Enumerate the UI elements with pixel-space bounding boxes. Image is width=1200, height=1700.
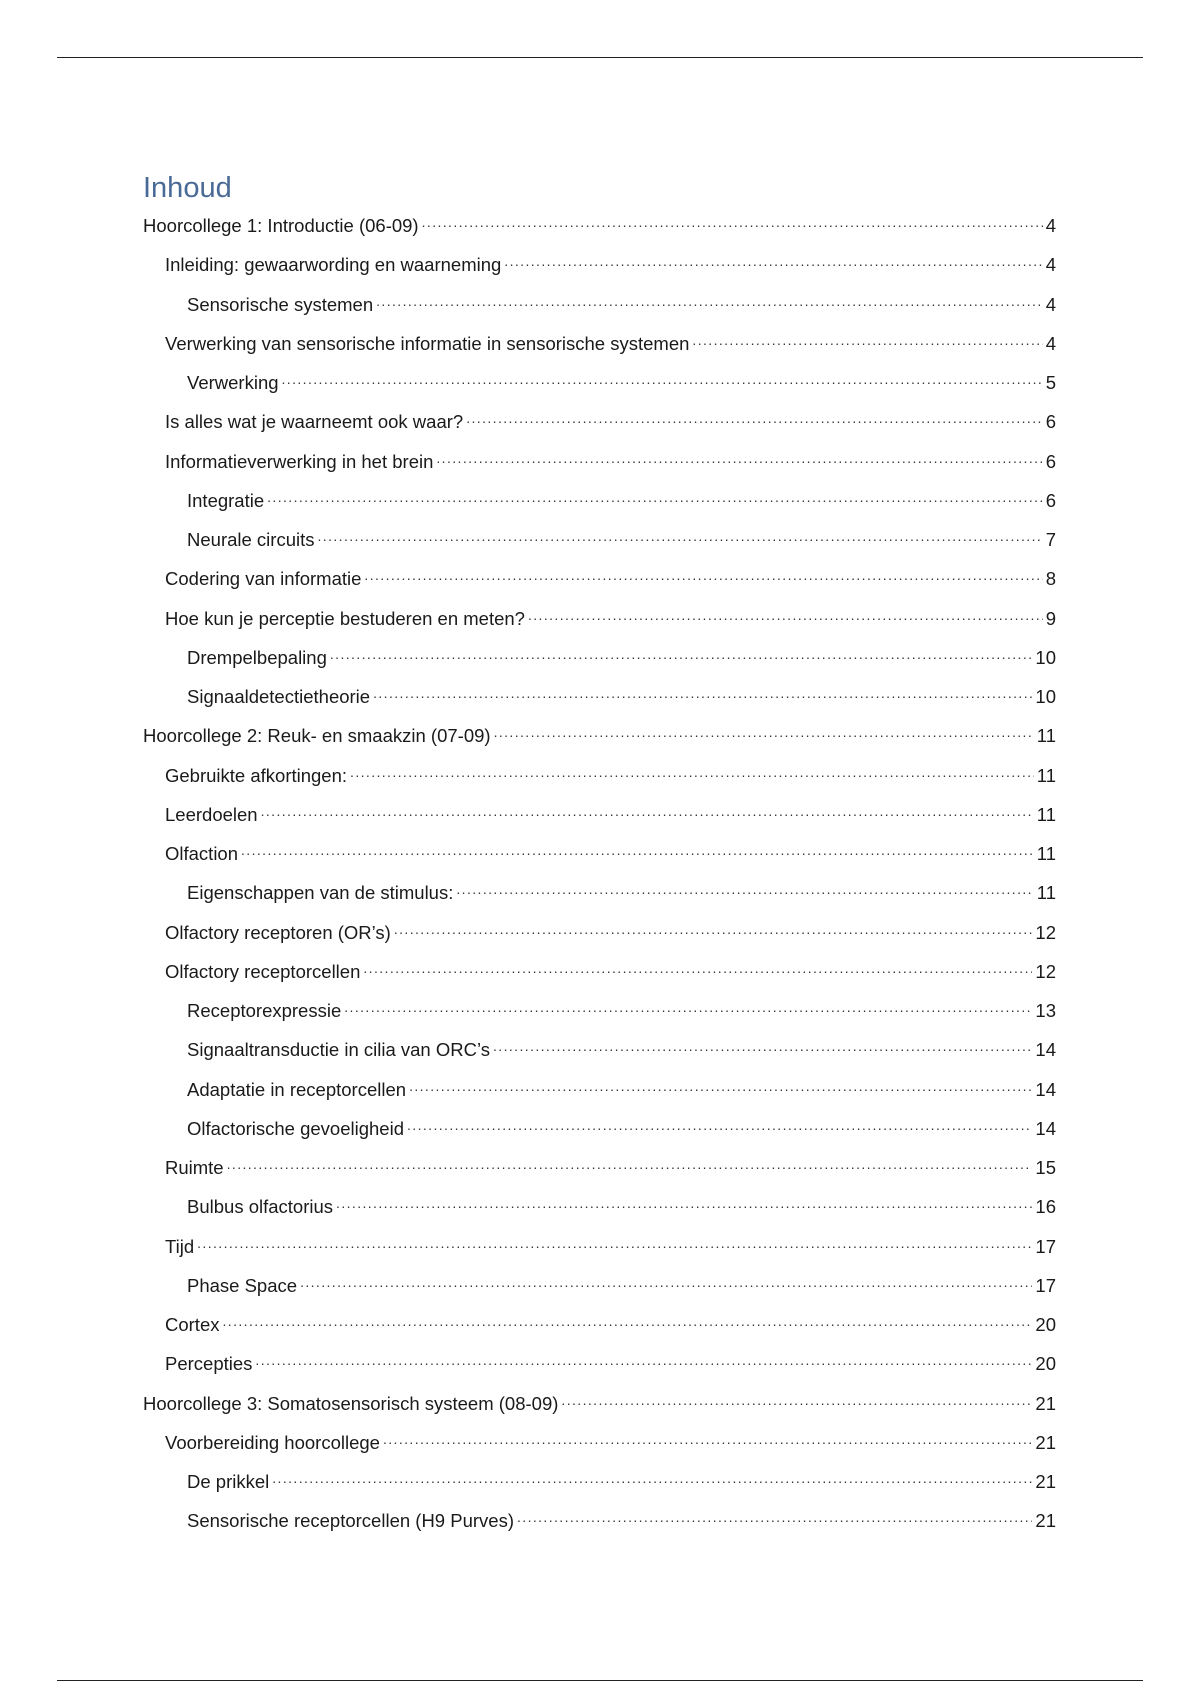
toc-entry[interactable] [187, 1028, 1056, 1067]
toc-dot-leader [255, 1348, 1032, 1370]
toc-entry-page-number: 4 [1045, 254, 1056, 276]
toc-entry-title: Adaptatie in receptorcellen [187, 1078, 407, 1100]
footer-rule [57, 1680, 1143, 1681]
toc-entry[interactable] [165, 911, 1056, 950]
toc-dot-leader [364, 563, 1042, 585]
toc-entry-page-number: 14 [1035, 1078, 1056, 1100]
toc-entry-title: Hoe kun je perceptie bestuderen en meten? [165, 607, 525, 629]
toc-dot-leader [376, 289, 1043, 311]
toc-dot-leader [197, 1231, 1032, 1253]
toc-entry-title: Olfactorische gevoeligheid [187, 1117, 404, 1139]
toc-dot-leader [272, 1466, 1032, 1488]
toc-entry-page-number: 17 [1035, 1235, 1056, 1257]
toc-entry-page-number: 21 [1035, 1471, 1056, 1492]
toc-entry[interactable] [187, 479, 1056, 518]
toc-entry[interactable] [165, 243, 1056, 282]
toc-entry-page-number: 4 [1045, 332, 1056, 354]
table-of-contents [0, 204, 1200, 1539]
toc-dot-leader [407, 1113, 1032, 1135]
toc-entry-page-number: 10 [1035, 646, 1056, 668]
toc-entry-page-number: 6 [1045, 489, 1056, 511]
toc-entry[interactable] [165, 440, 1056, 479]
toc-entry-page-number: 8 [1045, 568, 1056, 590]
toc-entry-page-number: 11 [1036, 725, 1056, 747]
toc-entry-page-number: 12 [1035, 921, 1056, 943]
toc-entry[interactable] [187, 1460, 1056, 1499]
toc-dot-leader [330, 642, 1033, 664]
toc-entry[interactable] [165, 1146, 1056, 1185]
toc-entry-title: Ruimte [165, 1157, 224, 1178]
toc-entry-title: Hoorcollege 2: Reuk- en smaakzin (07-09) [143, 725, 491, 747]
header-rule [57, 57, 1143, 58]
toc-entry-page-number: 15 [1035, 1157, 1056, 1178]
toc-entry[interactable] [165, 1303, 1056, 1342]
toc-dot-leader [300, 1270, 1032, 1292]
toc-dot-leader [528, 603, 1043, 625]
toc-entry[interactable] [165, 597, 1056, 636]
toc-entry[interactable] [165, 1342, 1056, 1381]
toc-entry-title: Is alles wat je waarneemt ook waar? [165, 411, 464, 433]
toc-entry-title: Olfactory receptorcellen [165, 960, 361, 982]
toc-dot-leader [350, 760, 1034, 782]
toc-dot-leader [383, 1427, 1032, 1449]
toc-entry[interactable] [165, 400, 1056, 439]
toc-entry-page-number: 21 [1035, 1510, 1056, 1532]
toc-entry[interactable] [165, 1225, 1056, 1264]
toc-entry[interactable] [187, 1068, 1056, 1107]
toc-entry-title: Tijd [165, 1235, 195, 1257]
toc-entry-page-number: 7 [1045, 529, 1056, 550]
toc-dot-leader [561, 1388, 1032, 1410]
toc-entry-title: Percepties [165, 1353, 253, 1375]
toc-entry[interactable] [143, 1382, 1056, 1421]
toc-entry-title: Drempelbepaling [187, 646, 327, 668]
toc-entry-title: Sensorische systemen [187, 293, 374, 315]
toc-entry[interactable] [165, 322, 1056, 361]
toc-entry-title: Informatieverwerking in het brein [165, 450, 434, 472]
toc-entry[interactable] [187, 1107, 1056, 1146]
toc-entry-title: Integratie [187, 489, 265, 511]
toc-dot-leader [436, 446, 1042, 468]
toc-dot-leader [466, 406, 1043, 428]
toc-dot-leader [517, 1505, 1032, 1527]
toc-dot-leader [493, 1034, 1032, 1056]
toc-entry-page-number: 11 [1036, 882, 1056, 904]
toc-entry-title: Codering van informatie [165, 568, 362, 590]
toc-entry-title: Verwerking van sensorische informatie in sensorische systemen [165, 332, 690, 354]
toc-entry-page-number: 11 [1036, 764, 1056, 786]
toc-entry-title: Receptorexpressie [187, 1000, 342, 1021]
toc-entry[interactable] [143, 714, 1056, 753]
toc-entry[interactable] [187, 518, 1056, 557]
toc-entry[interactable] [187, 675, 1056, 714]
toc-entry-page-number: 5 [1045, 372, 1056, 393]
toc-dot-leader [456, 877, 1033, 899]
toc-entry-title: Bulbus olfactorius [187, 1196, 334, 1218]
toc-dot-leader [223, 1309, 1033, 1331]
toc-entry[interactable] [187, 636, 1056, 675]
toc-dot-leader [692, 328, 1042, 350]
toc-entry[interactable] [165, 950, 1056, 989]
toc-dot-leader [373, 681, 1032, 703]
toc-entry-title: Leerdoelen [165, 803, 258, 825]
toc-entry[interactable] [187, 1185, 1056, 1224]
toc-entry[interactable] [165, 832, 1056, 871]
toc-entry-title: Cortex [165, 1314, 220, 1335]
toc-entry-title: Hoorcollege 1: Introductie (06-09) [143, 215, 419, 236]
toc-entry-title: Signaaldetectietheorie [187, 686, 371, 707]
toc-dot-leader [318, 524, 1043, 546]
toc-entry-title: Gebruikte afkortingen: [165, 764, 348, 786]
toc-dot-leader [227, 1152, 1033, 1174]
toc-entry-page-number: 6 [1045, 450, 1056, 472]
toc-entry-title: Phase Space [187, 1274, 298, 1296]
toc-title: Inhoud [143, 172, 232, 204]
toc-entry-title: Olfactory receptoren (OR’s) [165, 921, 391, 943]
toc-entry-page-number: 10 [1035, 686, 1056, 707]
toc-entry[interactable] [165, 557, 1056, 596]
toc-entry-page-number: 4 [1045, 215, 1056, 236]
toc-entry-page-number: 17 [1035, 1274, 1056, 1296]
toc-entry-page-number: 21 [1035, 1392, 1056, 1414]
toc-entry[interactable] [165, 754, 1056, 793]
toc-dot-leader [394, 917, 1033, 939]
toc-entry-page-number: 11 [1036, 803, 1056, 825]
toc-entry-title: Sensorische receptorcellen (H9 Purves) [187, 1510, 514, 1532]
toc-entry[interactable] [165, 1421, 1056, 1460]
toc-entry-page-number: 11 [1036, 843, 1056, 864]
toc-dot-leader [422, 210, 1043, 232]
toc-entry-page-number: 9 [1045, 607, 1056, 629]
toc-entry-title: Verwerking [187, 372, 279, 393]
toc-entry[interactable] [187, 1264, 1056, 1303]
toc-entry-page-number: 4 [1045, 293, 1056, 315]
toc-entry[interactable] [187, 989, 1056, 1028]
toc-dot-leader [261, 799, 1034, 821]
toc-entry-page-number: 20 [1035, 1314, 1056, 1335]
toc-entry-title: De prikkel [187, 1471, 270, 1492]
toc-entry-page-number: 14 [1035, 1117, 1056, 1139]
toc-dot-leader [241, 838, 1034, 860]
toc-dot-leader [494, 720, 1034, 742]
toc-dot-leader [282, 367, 1043, 389]
toc-entry-title: Voorbereiding hoorcollege [165, 1431, 380, 1453]
toc-entry-page-number: 6 [1045, 411, 1056, 433]
toc-dot-leader [344, 995, 1032, 1017]
toc-entry-title: Neurale circuits [187, 529, 315, 550]
toc-dot-leader [409, 1074, 1032, 1096]
toc-entry[interactable] [187, 1499, 1056, 1538]
toc-dot-leader [267, 485, 1043, 507]
toc-entry-page-number: 13 [1035, 1000, 1056, 1021]
toc-entry-title: Signaaltransductie in cilia van ORC’s [187, 1039, 491, 1061]
toc-entry[interactable] [165, 793, 1056, 832]
toc-dot-leader [336, 1191, 1032, 1213]
toc-entry-title: Hoorcollege 3: Somatosensorisch systeem (08-09) [143, 1392, 559, 1414]
toc-entry[interactable] [143, 204, 1056, 243]
toc-entry-page-number: 14 [1035, 1039, 1056, 1061]
toc-entry-page-number: 16 [1035, 1196, 1056, 1218]
toc-entry-title: Inleiding: gewaarwording en waarneming [165, 254, 502, 276]
toc-entry[interactable] [187, 361, 1056, 400]
toc-entry[interactable] [187, 283, 1056, 322]
toc-entry[interactable] [187, 871, 1056, 910]
toc-entry-page-number: 21 [1035, 1431, 1056, 1453]
toc-entry-page-number: 12 [1035, 960, 1056, 982]
toc-dot-leader [504, 249, 1042, 271]
toc-entry-title: Eigenschappen van de stimulus: [187, 882, 454, 904]
toc-dot-leader [363, 956, 1032, 978]
toc-entry-page-number: 20 [1035, 1353, 1056, 1375]
toc-entry-title: Olfaction [165, 843, 239, 864]
